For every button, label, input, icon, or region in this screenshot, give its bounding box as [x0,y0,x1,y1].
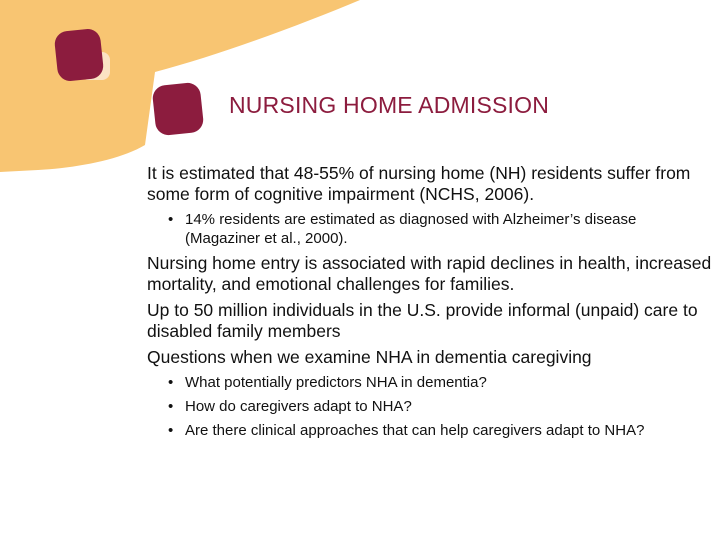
paragraph-questions: Questions when we examine NHA in dementia caregiving [147,347,592,367]
red-tile-small [54,28,105,83]
bullet-predictors [147,373,712,392]
bullet-dot-icon: • [168,211,174,228]
red-tile-large [152,82,205,137]
bullet-dot-icon: • [168,422,174,439]
bullet-text: Are there clinical approaches that can help caregivers adapt to NHA? [185,422,645,439]
slide-body [147,163,712,445]
bullet-dot-icon: • [168,398,174,415]
paragraph-cognitive-impairment: It is estimated that 48-55% of nursing home (NH) residents suffer from some form of cognitive impairment (NCHS, 2006). [147,163,691,204]
slide-title: NURSING HOME ADMISSION [229,92,550,118]
paragraph-informal-care: Up to 50 million individuals in the U.S. provide informal (unpaid) care to disabled family members [147,300,698,341]
bullet-adapt [147,397,712,416]
bullet-text: What potentially predictors NHA in dementia? [185,374,487,391]
bullet-text: How do caregivers adapt to NHA? [185,398,412,415]
bullet-clinical-approaches [147,421,712,440]
bullet-text: 14% residents are estimated as diagnosed with Alzheimer’s disease (Magaziner et al., 2000). [185,211,637,247]
paragraph-nursing-home-entry: Nursing home entry is associated with rapid declines in health, increased mortality, and emotional challenges for families. [147,253,712,294]
bullet-dot-icon: • [168,374,174,391]
bullet-alzheimers [147,210,712,248]
